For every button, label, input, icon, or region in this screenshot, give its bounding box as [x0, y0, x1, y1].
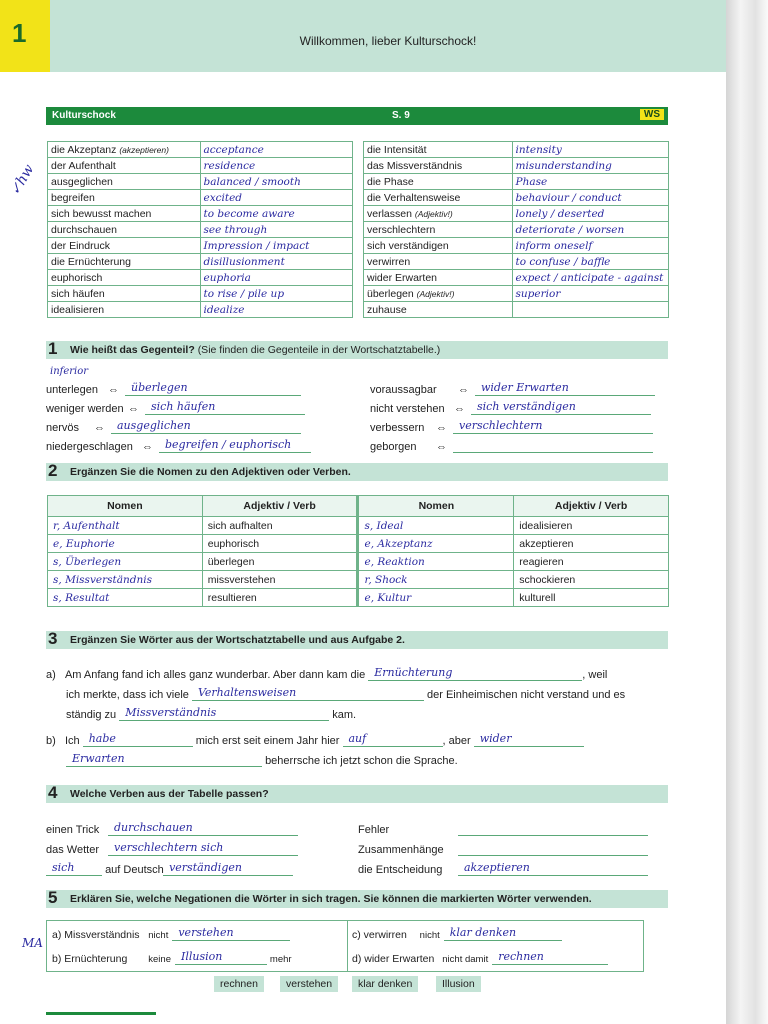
vocab-word: die Verhaltensweise — [364, 190, 513, 206]
vocab-word: sich verständigen — [364, 238, 513, 254]
vocab-translation[interactable]: misunderstanding — [512, 158, 668, 174]
opposite-word: verbessern — [370, 422, 425, 434]
opposite-word: unterlegen — [46, 384, 98, 396]
arrow-icon: ⇔ — [142, 441, 153, 453]
answer-field[interactable] — [458, 841, 648, 856]
verb-cell: euphorisch — [202, 535, 358, 553]
answer-field[interactable]: ausgeglichen — [111, 419, 301, 434]
opposite-row — [46, 400, 305, 415]
answer-field[interactable]: habe — [83, 732, 193, 747]
vocab-row — [364, 302, 669, 318]
negation-prefix: nicht — [419, 930, 440, 941]
negation-suffix: mehr — [269, 954, 292, 965]
vocab-word: überlegen (Adjektiv!) — [364, 286, 513, 302]
negation-row: d) wider Erwarten nicht damit rechnen — [352, 950, 608, 965]
margin-check-note: ✓hw — [7, 161, 38, 199]
vocab-row — [364, 206, 669, 222]
answer-field[interactable]: sich verständigen — [471, 400, 651, 415]
negation-prefix: keine — [148, 954, 171, 965]
table-row — [48, 589, 669, 607]
noun-cell[interactable]: s, Resultat — [48, 589, 203, 607]
word-chip[interactable]: rechnen — [214, 976, 264, 992]
opposite-word: nervös — [46, 422, 80, 434]
verb-cell: überlegen — [202, 553, 358, 571]
verb-cell: akzeptieren — [514, 535, 669, 553]
opposite-row — [46, 381, 301, 396]
word-chip[interactable]: Illusion — [436, 976, 481, 992]
vocab-translation[interactable]: residence — [200, 158, 353, 174]
negation-word: verwirren — [363, 929, 407, 941]
vocab-word: sich bewusst machen — [48, 206, 201, 222]
word-chip[interactable]: klar denken — [352, 976, 418, 992]
noun-cell[interactable]: e, Euphorie — [48, 535, 203, 553]
vocab-row — [48, 174, 353, 190]
answer-field[interactable]: sich — [46, 861, 102, 876]
vocab-row — [364, 238, 669, 254]
task-3-title: Ergänzen Sie Wörter aus der Wortschatztabelle und aus Aufgabe 2. — [70, 634, 405, 646]
vocab-translation[interactable]: to become aware — [200, 206, 353, 222]
vocab-row — [48, 222, 353, 238]
table-row — [48, 517, 669, 535]
chapter-title: Willkommen, lieber Kulturschock! — [299, 34, 477, 48]
vocab-translation[interactable]: excited — [200, 190, 353, 206]
answer-field[interactable]: auf — [343, 732, 443, 747]
vocab-word: die Intensität — [364, 142, 513, 158]
vocab-translation[interactable]: inform oneself — [512, 238, 668, 254]
noun-cell[interactable]: s, Überlegen — [48, 553, 203, 571]
opposite-word: nicht verstehen — [370, 403, 445, 415]
vocab-row — [364, 174, 669, 190]
answer-field[interactable]: klar denken — [444, 926, 562, 941]
vocab-word: die Phase — [364, 174, 513, 190]
verb-cell: idealisieren — [514, 517, 669, 535]
margin-ma-note: MA — [22, 936, 43, 950]
negation-word: Ernüchterung — [64, 953, 128, 965]
page-number-badge: 1 — [0, 0, 50, 72]
vocab-translation[interactable]: deteriorate / worsen — [512, 222, 668, 238]
vocab-translation[interactable]: Impression / impact — [200, 238, 353, 254]
vocab-translation[interactable]: see through — [200, 222, 353, 238]
task-1-title: Wie heißt das Gegenteil? — [70, 344, 195, 356]
vocab-row — [48, 190, 353, 206]
opposite-row — [46, 438, 311, 453]
vocab-word: durchschauen — [48, 222, 201, 238]
task-3b-line-1: b) Ich habe mich erst seit einem Jahr hier auf , aber wider — [46, 732, 584, 747]
vocab-translation[interactable]: Phase — [512, 174, 668, 190]
task-5-number: 5 — [48, 888, 58, 907]
vocab-row — [364, 222, 669, 238]
noun-phrase: Zusammenhänge — [358, 844, 444, 856]
verb-match-row — [358, 821, 648, 836]
vocab-row — [364, 190, 669, 206]
vocab-translation[interactable]: lonely / deserted — [512, 206, 668, 222]
vocab-translation[interactable]: expect / anticipate - against — [512, 270, 668, 286]
answer-field[interactable]: Erwarten — [66, 752, 262, 767]
noun-cell[interactable]: e, Reaktion — [358, 553, 514, 571]
noun-phrase: einen Trick — [46, 824, 100, 836]
noun-cell[interactable]: s, Ideal — [358, 517, 514, 535]
arrow-icon: ⇔ — [94, 422, 105, 434]
noun-cell[interactable]: r, Aufenthalt — [48, 517, 203, 535]
verb-cell: resultieren — [202, 589, 358, 607]
task-3-number: 3 — [48, 629, 58, 648]
chapter-header — [50, 0, 726, 72]
ws-badge: WS — [640, 109, 664, 120]
answer-field[interactable]: begreifen / euphorisch — [159, 438, 311, 453]
vocab-translation[interactable]: behaviour / conduct — [512, 190, 668, 206]
task-1-header — [46, 341, 668, 359]
verb-match-row — [46, 841, 298, 856]
vocab-row — [48, 302, 353, 318]
opposite-word: weniger werden — [46, 403, 124, 415]
opposite-row — [370, 400, 651, 415]
vocab-word: verlassen (Adjektiv!) — [364, 206, 513, 222]
vocab-word: der Eindruck — [48, 238, 201, 254]
negation-row: b) Ernüchterung keine Illusion mehr — [52, 950, 292, 965]
vocab-word: verwirren — [364, 254, 513, 270]
vocab-row — [364, 142, 669, 158]
vocab-translation[interactable]: disillusionment — [200, 254, 353, 270]
vocab-row — [48, 206, 353, 222]
worksheet-bar — [46, 107, 668, 125]
answer-field[interactable]: verstehen — [172, 926, 290, 941]
book-spine — [726, 0, 768, 1024]
opposite-row — [46, 419, 301, 434]
noun-table-header: Nomen — [48, 496, 203, 517]
task-1-subtitle: (Sie finden die Gegenteile in der Wortschatztabelle.) — [197, 344, 441, 356]
task-2-number: 2 — [48, 461, 58, 480]
answer-field[interactable]: Illusion — [175, 950, 267, 965]
negation-prefix: nicht — [148, 930, 169, 941]
vocab-translation[interactable]: to rise / pile up — [200, 286, 353, 302]
noun-cell[interactable]: e, Akzeptanz — [358, 535, 514, 553]
noun-table-header: Adjektiv / Verb — [514, 496, 669, 517]
task-3a-line-3: ständig zu Missverständnis kam. — [66, 706, 357, 721]
arrow-icon: ⇔ — [436, 422, 447, 434]
task-4-number: 4 — [48, 783, 58, 802]
worksheet-title: Kulturschock — [52, 110, 116, 121]
arrow-icon: ⇔ — [458, 384, 469, 396]
table-row — [48, 535, 669, 553]
vocab-table-right — [363, 141, 669, 318]
vocab-row — [48, 270, 353, 286]
noun-cell[interactable]: s, Missverständnis — [48, 571, 203, 589]
negation-row: a) Missverständnis nicht verstehen — [52, 926, 290, 941]
vocab-word: sich häufen — [48, 286, 201, 302]
vocab-word: begreifen — [48, 190, 201, 206]
vocab-table-left — [47, 141, 353, 318]
vocab-row — [48, 238, 353, 254]
opposite-word: geborgen — [370, 441, 417, 453]
verb-cell: reagieren — [514, 553, 669, 571]
task-4-title: Welche Verben aus der Tabelle passen? — [70, 788, 269, 800]
vocab-word: wider Erwarten — [364, 270, 513, 286]
noun-table — [47, 495, 669, 607]
answer-field[interactable]: verschlechtern — [453, 419, 653, 434]
answer-field[interactable]: verständigen — [163, 861, 293, 876]
negation-row: c) verwirren nicht klar denken — [352, 926, 562, 941]
vocab-word: ausgeglichen — [48, 174, 201, 190]
noun-phrase: Fehler — [358, 824, 390, 836]
vocab-translation[interactable]: idealize — [200, 302, 353, 318]
opposite-row — [370, 381, 655, 396]
answer-field[interactable] — [458, 821, 648, 836]
verb-match-row — [358, 841, 648, 856]
vocab-word: die Akzeptanz (akzeptieren) — [48, 142, 201, 158]
word-chip[interactable]: verstehen — [280, 976, 338, 992]
vocab-row — [48, 254, 353, 270]
negation-word: Missverständnis — [64, 929, 140, 941]
task-1-number: 1 — [48, 339, 58, 358]
verb-cell: missverstehen — [202, 571, 358, 589]
noun-cell[interactable]: r, Shock — [358, 571, 514, 589]
negation-prefix: nicht damit — [442, 954, 489, 965]
arrow-icon: ⇔ — [108, 384, 119, 396]
worksheet-page-ref: S. 9 — [392, 110, 410, 121]
vocab-word: verschlechtern — [364, 222, 513, 238]
answer-field[interactable]: Ernüchterung — [368, 666, 582, 681]
answer-field[interactable]: rechnen — [492, 950, 608, 965]
table-row — [48, 571, 669, 589]
answer-field[interactable]: verschlechtern sich — [108, 841, 298, 856]
noun-phrase: die Entscheidung — [358, 864, 443, 876]
task-3-header — [46, 631, 668, 649]
vocab-word: euphorisch — [48, 270, 201, 286]
arrow-icon: ⇔ — [128, 403, 139, 415]
vocab-row — [364, 270, 669, 286]
task-5-title: Erklären Sie, welche Negationen die Wörter in sich tragen. Sie können die markierten Wörter verwenden. — [70, 893, 592, 905]
answer-field[interactable]: akzeptieren — [458, 861, 648, 876]
vocab-row — [48, 158, 353, 174]
vocab-translation[interactable]: euphoria — [200, 270, 353, 286]
negation-word: wider Erwarten — [364, 953, 435, 965]
vocab-translation[interactable]: superior — [512, 286, 668, 302]
table-row — [48, 553, 669, 571]
vocab-word: die Ernüchterung — [48, 254, 201, 270]
answer-field[interactable]: überlegen — [125, 381, 301, 396]
answer-field[interactable]: wider — [474, 732, 584, 747]
vocab-translation[interactable]: acceptance — [200, 142, 353, 158]
answer-field[interactable]: Verhaltensweisen — [192, 686, 424, 701]
verb-cell: sich aufhalten — [202, 517, 358, 535]
vocab-translation[interactable]: balanced / smooth — [200, 174, 353, 190]
task-3a-line-1: a) Am Anfang fand ich alles ganz wunderbar. Aber dann kam die Ernüchterung , weil — [46, 666, 608, 681]
opposite-word: niedergeschlagen — [46, 441, 133, 453]
opposite-row — [370, 419, 653, 434]
noun-phrase: auf Deutsch — [105, 864, 164, 876]
verb-cell: schockieren — [514, 571, 669, 589]
task-1-note: inferior — [50, 366, 89, 377]
vocab-row — [48, 286, 353, 302]
noun-phrase: das Wetter — [46, 844, 99, 856]
answer-field[interactable]: wider Erwarten — [475, 381, 655, 396]
footer-rule — [46, 1012, 156, 1015]
noun-table-header: Nomen — [358, 496, 514, 517]
verb-match-row — [46, 821, 298, 836]
answer-field[interactable]: sich häufen — [145, 400, 305, 415]
noun-table-header: Adjektiv / Verb — [202, 496, 358, 517]
vocab-translation[interactable]: to confuse / baffle — [512, 254, 668, 270]
vocab-word: idealisieren — [48, 302, 201, 318]
opposite-row — [370, 438, 653, 453]
task-3b-line-2: Erwarten beherrsche ich jetzt schon die Sprache. — [66, 752, 458, 767]
verb-match-row — [46, 861, 293, 876]
answer-field[interactable]: durchschauen — [108, 821, 298, 836]
arrow-icon: ⇔ — [436, 441, 447, 453]
task-5-header — [46, 890, 668, 908]
opposite-word: voraussagbar — [370, 384, 437, 396]
task-3a-line-2: ich merkte, dass ich viele Verhaltensweisen der Einheimischen nicht verstand und es — [66, 686, 626, 701]
answer-field[interactable] — [453, 438, 653, 453]
task-2-title: Ergänzen Sie die Nomen zu den Adjektiven oder Verben. — [70, 466, 351, 478]
vocab-row — [364, 158, 669, 174]
vocab-translation[interactable] — [512, 302, 668, 318]
vocab-word: zuhause — [364, 302, 513, 318]
verb-cell: kulturell — [514, 589, 669, 607]
vocab-word: der Aufenthalt — [48, 158, 201, 174]
task-2-header — [46, 463, 668, 481]
vocab-translation[interactable]: intensity — [512, 142, 668, 158]
vocab-word: das Missverständnis — [364, 158, 513, 174]
noun-cell[interactable]: e, Kultur — [358, 589, 514, 607]
answer-field[interactable]: Missverständnis — [119, 706, 329, 721]
arrow-icon: ⇔ — [454, 403, 465, 415]
task-4-header — [46, 785, 668, 803]
vocab-row — [364, 254, 669, 270]
vocab-row — [364, 286, 669, 302]
verb-match-row — [358, 861, 648, 876]
vocab-row — [48, 142, 353, 158]
